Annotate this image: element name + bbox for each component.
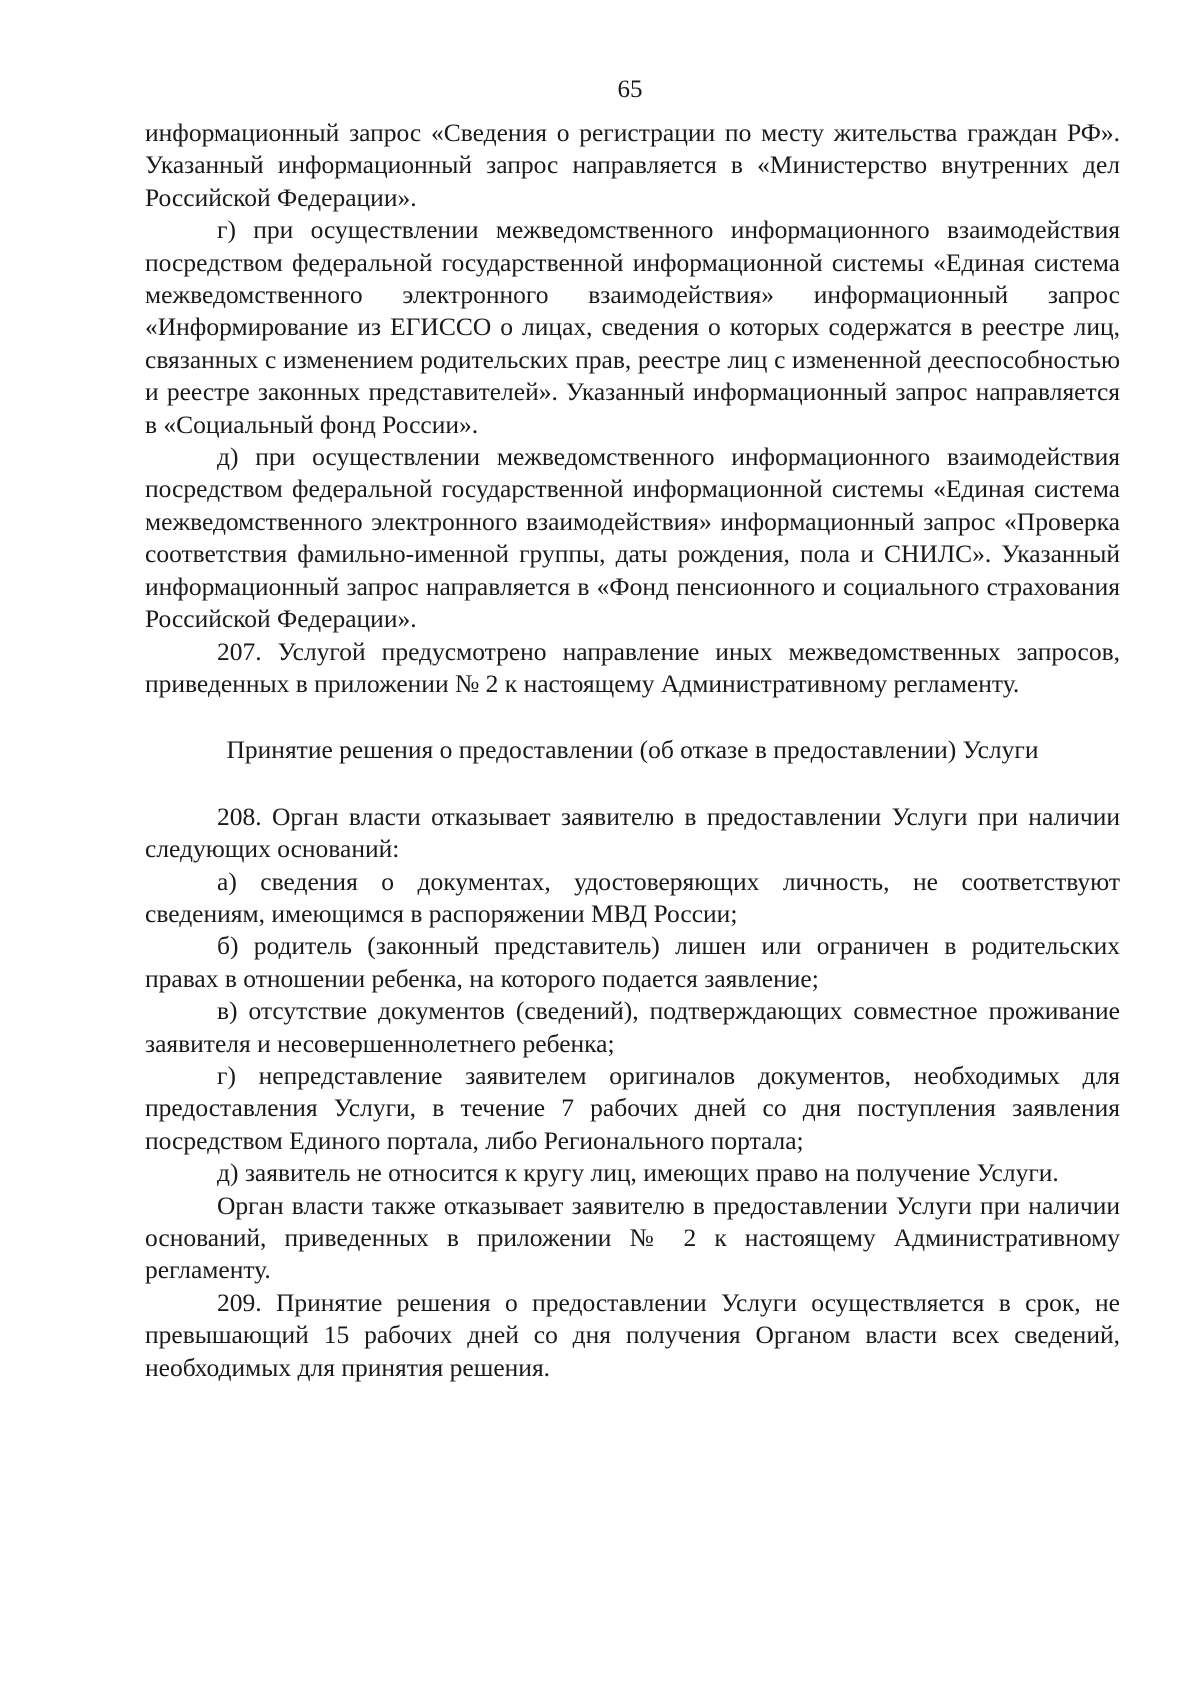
paragraph-208-d: д) заявитель не относится к кругу лиц, имеющих право на получение Услуги.: [217, 1158, 1059, 1188]
paragraph-208-v: в) отсутствие документов (сведений), подтверждающих совместное проживание заявителя и несовершеннолетнего ребенка;: [145, 996, 1120, 1058]
paragraph-continuation: информационный запрос «Сведения о регистрации по месту жительства граждан РФ». Указанный информационный запрос направляется в «Министерство внутренних дел Российской Федерации».: [145, 118, 1120, 212]
paragraph-209: 209. Принятие решения о предоставлении Услуги осуществляется в срок, не превышающий 15 рабочих дней со дня получения Органом власти всех сведений, необходимых для принятия решения.: [145, 1287, 1120, 1382]
document-body: [145, 117, 1120, 1384]
paragraph-item-g: г) при осуществлении межведомственного информационного взаимодействия посредством федеральной государственной информационной системы «Единая система межведомственного электронного взаимодействия» информационный запрос «Информирование из ЕГИССО о лицах, сведения о которых содержатся в реестре лиц, связанных с изменением родительских прав, реестре лиц с измененной дееспособностью и реестре законных представителей». Указанный информационный запрос направляется в «Социальный фонд России».: [145, 215, 1120, 439]
section-heading: Принятие решения о предоставлении (об отказе в предоставлении) Услуги: [226, 735, 1039, 765]
paragraph-208-g: г) непредставление заявителем оригиналов документов, необходимых для предоставления Услуги, в течение 7 рабочих дней со дня поступления заявления посредством Единого портала, либо Регионального портала;: [145, 1060, 1120, 1155]
paragraph-208: 208. Орган власти отказывает заявителю в предоставлении Услуги при наличии следующих оснований:: [145, 801, 1120, 864]
paragraph-208-b: б) родитель (законный представитель) лишен или ограничен в родительских правах в отношении ребенка, на которого подается заявление;: [145, 931, 1120, 993]
page-number: 65: [617, 76, 643, 103]
paragraph-207: 207. Услугой предусмотрено направление иных межведомственных запросов, приведенных в приложении № 2 к настоящему Административному регламенту.: [145, 636, 1120, 698]
paragraph-208-additional: Орган власти также отказывает заявителю в предоставлении Услуги при наличии оснований, приведенных в приложении № 2 к настоящему Административному регламенту.: [145, 1190, 1120, 1285]
paragraph-item-d: д) при осуществлении межведомственного информационного взаимодействия посредством федеральной государственной информационной системы «Единая система межведомственного электронного взаимодействия» информационный запрос «Проверка соответствия фамильно-именной группы, даты рождения, пола и СНИЛС». Указанный информационный запрос направляется в «Фонд пенсионного и социального страхования Российской Федерации».: [145, 442, 1120, 634]
paragraph-208-a: а) сведения о документах, удостоверяющих личность, не соответствуют сведениям, имеющимся в распоряжении МВД России;: [145, 866, 1120, 928]
